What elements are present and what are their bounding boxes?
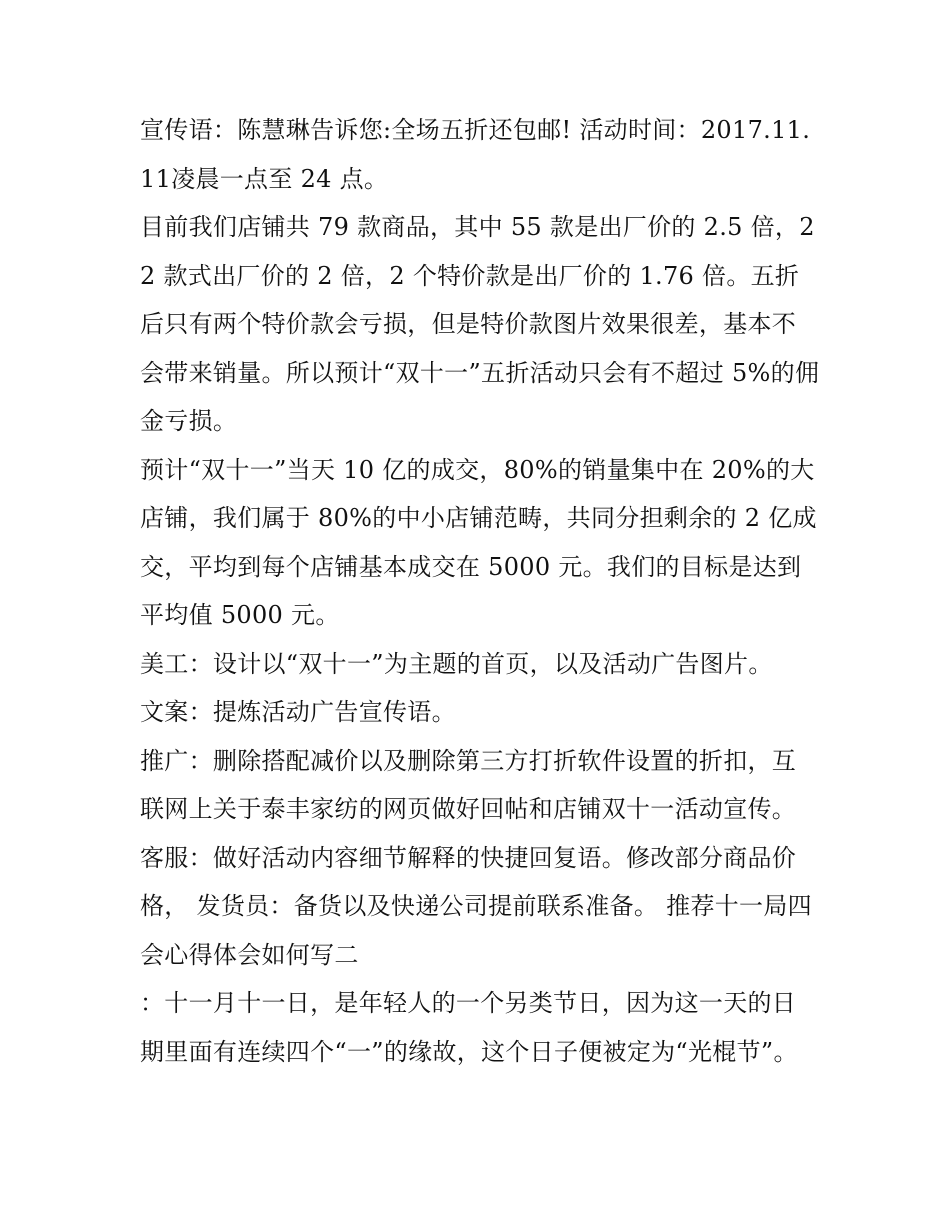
paragraph-design: 美工：设计以“双十一”为主题的首页，以及活动广告图片。 — [140, 649, 773, 678]
paragraph-promotion: 推广：删除搭配减价以及删除第三方打折软件设置的折扣，互联网上关于泰丰家纺的网页做好回帖和店铺双十一活动宣传。 — [140, 746, 797, 823]
paragraph-forecast: 预计“双十一”当天 10 亿的成交，80%的销量集中在 20%的大店铺，我们属于 80%的中小店铺范畴，共同分担剩余的 2 亿成交，平均到每个店铺基本成交在 5000 元。我们的目标是达到平均值 5000 元。 — [140, 455, 817, 629]
paragraph-copywriting: 文案：提炼活动广告宣传语。 — [140, 698, 456, 726]
paragraph-singles-day: ：十一月十一日，是年轻人的一个另类节日，因为这一天的日期里面有连续四个“一”的缘故，这个日子便被定为“光棍节”。 — [140, 989, 798, 1066]
paragraph-products: 目前我们店铺共 79 款商品，其中 55 款是出厂价的 2.5 倍，22 款式出厂价的 2 倍，2 个特价款是出厂价的 1.76 倍。五折后只有两个特价款会亏损，但是特价款图片效果很差，基本不会带来销量。所以预计“双十一”五折活动只会有不超过 5%的佣金亏损。 — [140, 213, 820, 435]
paragraph-customer-service: 客服：做好活动内容细节解释的快捷回复语。修改部分商品价格， 发货员：备货以及快递公司提前联系准备。 推荐十一局四会心得体会如何写二 — [140, 843, 812, 969]
paragraph-slogan: 宣传语：陈慧琳告诉您:全场五折还包邮! 活动时间：2017.11.11凌晨一点至 24 点。 — [140, 116, 811, 193]
document-body — [140, 106, 820, 1076]
